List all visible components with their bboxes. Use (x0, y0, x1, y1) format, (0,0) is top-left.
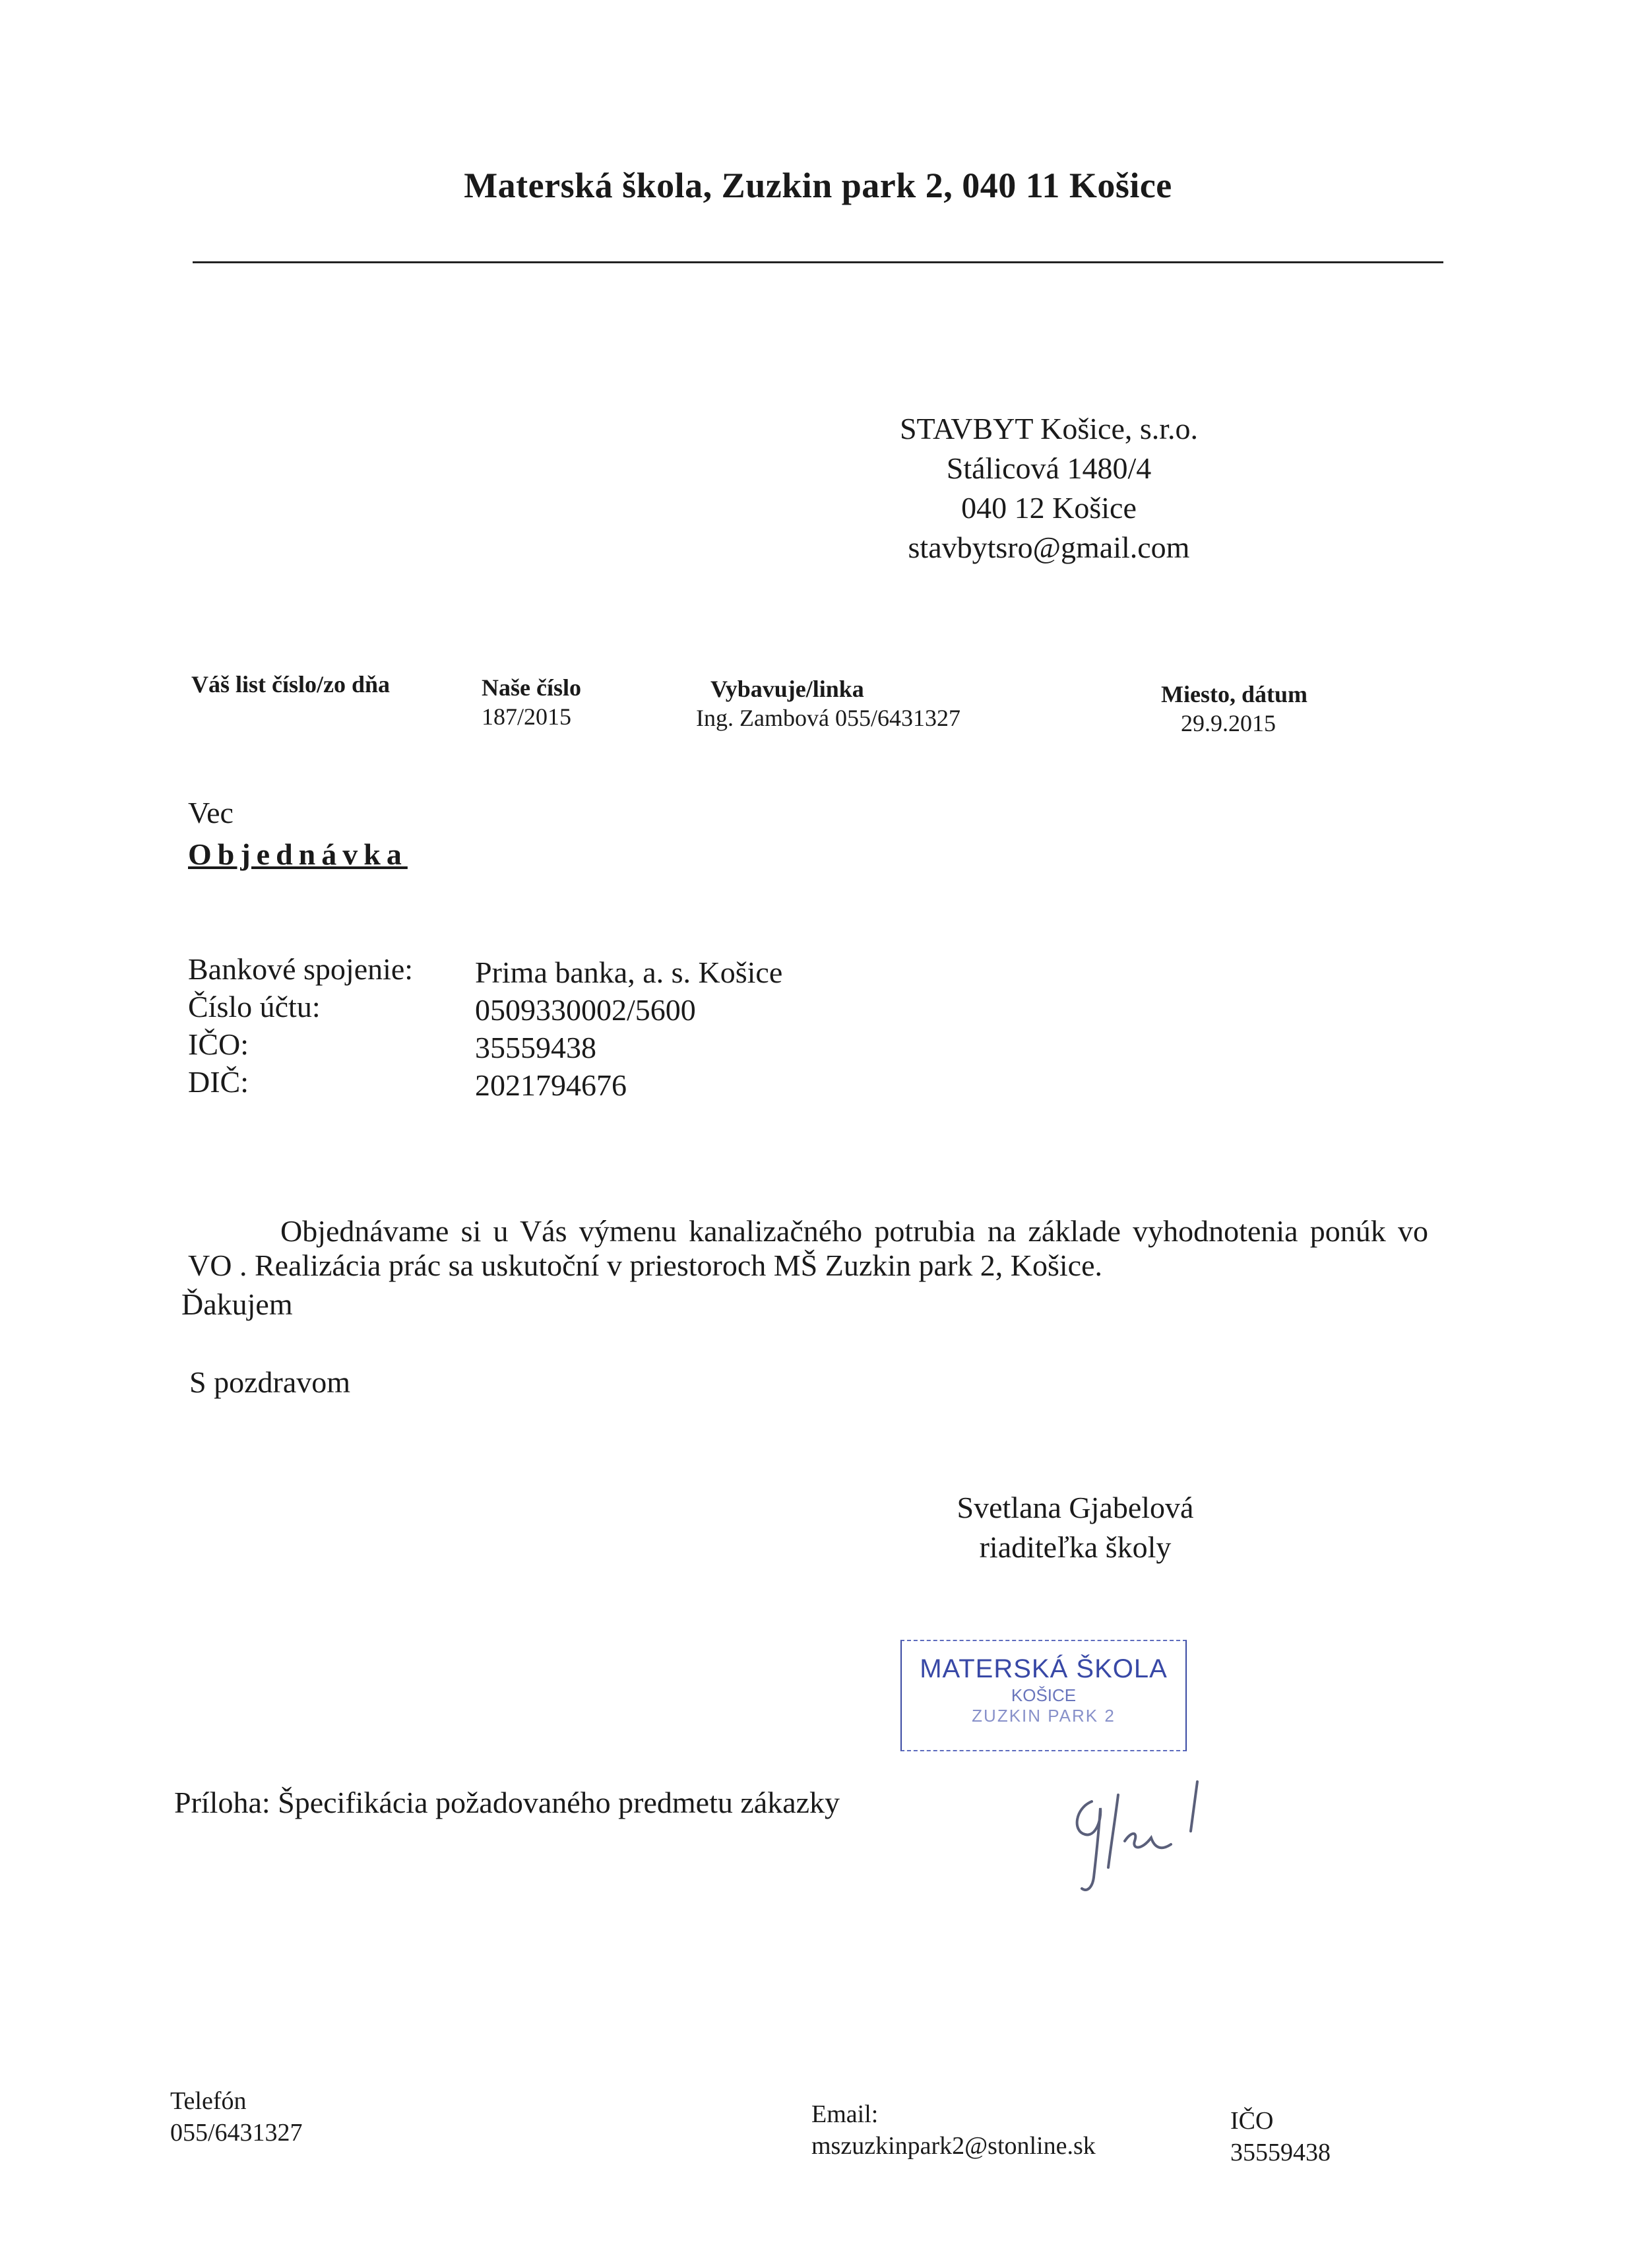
bank-details-labels (188, 950, 413, 1101)
letterhead-divider (193, 261, 1443, 263)
ref-our-number-value: 187/2015 (482, 703, 572, 730)
thanks-line: Ďakujem (181, 1287, 293, 1321)
account-label: Číslo účtu: (188, 990, 321, 1023)
ref-place-date (1161, 680, 1307, 738)
subject-label: Vec (188, 796, 234, 829)
ico-label: IČO: (188, 1027, 249, 1061)
ref-handled-by (696, 674, 960, 732)
footer-email-value: mszuzkinpark2@stonline.sk (811, 2132, 1096, 2160)
dic-value: 2021794676 (475, 1068, 627, 1102)
signer-title: riaditeľka školy (979, 1530, 1172, 1564)
bank-label: Bankové spojenie: (188, 952, 414, 986)
footer-ico (1230, 2105, 1331, 2168)
ref-our-number (482, 673, 581, 731)
stamp-line-3: ZUZKIN PARK 2 (972, 1706, 1116, 1726)
ref-handled-by-label: Vybavuje/linka (710, 676, 864, 702)
handwritten-signature (1055, 1768, 1240, 1900)
footer-phone-label: Telefón (170, 2087, 247, 2115)
letterhead-title: Materská škola, Zuzkin park 2, 040 11 Košice (464, 166, 1172, 205)
stamp-line-1: MATERSKÁ ŠKOLA (920, 1654, 1168, 1683)
ref-our-number-label: Naše číslo (482, 674, 581, 701)
dic-label: DIČ: (188, 1065, 249, 1099)
recipient-address (772, 409, 1326, 567)
ref-your-letter-label: Váš list číslo/zo dňa (191, 671, 391, 697)
stamp-line-2: KOŠICE (1011, 1685, 1077, 1705)
recipient-city: 040 12 Košice (961, 491, 1137, 525)
recipient-name: STAVBYT Košice, s.r.o. (899, 412, 1199, 445)
footer-ico-label: IČO (1230, 2107, 1274, 2135)
school-stamp (900, 1640, 1187, 1751)
recipient-street: Stálicová 1480/4 (946, 451, 1152, 485)
regards-line: S pozdravom (189, 1365, 351, 1399)
bank-value: Prima banka, a. s. Košice (475, 956, 783, 989)
recipient-email: stavbytsro@gmail.com (908, 531, 1190, 564)
ref-place-date-value: 29.9.2015 (1181, 710, 1276, 736)
footer-phone-value: 055/6431327 (170, 2119, 303, 2147)
account-value: 0509330002/5600 (475, 993, 696, 1027)
bank-details-values (475, 954, 782, 1104)
order-paragraph: Objednávame si u Vás výmenu kanalizačného potrubia na základe vyhodnotenia ponúk vo VO . Realizácia prác sa uskutoční v priestoroch MŠ Zuzkin park 2, Košice. (188, 1214, 1428, 1282)
signer-block (937, 1488, 1214, 1567)
ico-value: 35559438 (475, 1031, 596, 1064)
subject-title: Objednávka (188, 837, 408, 871)
footer-ico-value: 35559438 (1230, 2139, 1331, 2166)
ref-handled-by-value: Ing. Zambová 055/6431327 (696, 705, 960, 731)
ref-place-date-label: Miesto, dátum (1161, 681, 1307, 707)
signer-name: Svetlana Gjabelová (957, 1491, 1194, 1524)
attachment-line: Príloha: Špecifikácia požadovaného predmetu zákazky (174, 1786, 840, 1819)
footer-email (811, 2098, 1096, 2162)
ref-your-letter (191, 670, 390, 699)
footer-email-label: Email: (811, 2100, 879, 2128)
footer-phone (170, 2085, 303, 2149)
